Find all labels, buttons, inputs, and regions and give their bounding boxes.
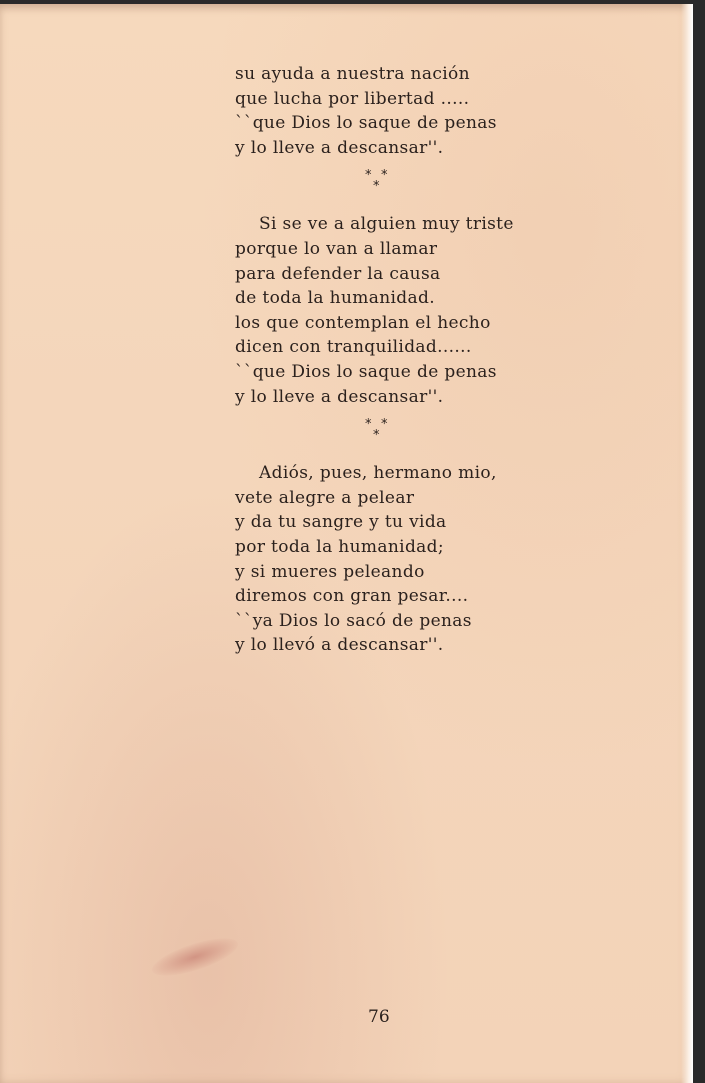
poem-line: y si mueres peleando [235, 561, 425, 582]
asterisk: * [373, 179, 380, 195]
asterisk: * [365, 168, 372, 184]
asterism-separator [365, 160, 405, 212]
asterisk: * [365, 417, 372, 433]
poem-line: ``ya Dios lo sacó de penas [235, 610, 472, 631]
poem-line: por toda la humanidad; [235, 536, 444, 557]
page-edge [681, 4, 693, 1083]
poem-line: dicen con tranquilidad...... [235, 337, 472, 358]
stanza-2 [235, 212, 535, 409]
stanza-1 [235, 62, 535, 160]
poem-line: vete alegre a pelear [235, 487, 415, 508]
poem-line: Si se ve a alguien muy triste [259, 214, 514, 235]
stanza-3 [235, 461, 535, 658]
poem-line: ``que Dios lo saque de penas [235, 113, 497, 134]
page-number: 76 [368, 1007, 390, 1027]
poem-line: su ayuda a nuestra nación [235, 64, 470, 84]
poem-line: de toda la humanidad. [235, 288, 436, 309]
poem-line: los que contemplan el hecho [235, 312, 491, 333]
poem-text [235, 62, 535, 658]
poem-line: Adiós, pues, hermano mio, [259, 463, 497, 484]
asterisk: * [381, 168, 388, 184]
asterisk: * [381, 417, 388, 433]
paper-stain [148, 931, 242, 984]
poem-line: porque lo van a llamar [235, 238, 438, 259]
poem-line: diremos con gran pesar.... [235, 586, 469, 607]
poem-line: y lo llevó a descansar''. [235, 635, 444, 656]
poem-line: para defender la causa [235, 263, 441, 284]
asterism-separator [365, 409, 405, 461]
asterisk: * [373, 428, 380, 444]
poem-line: y lo lleve a descansar''. [235, 137, 444, 158]
book-page [0, 4, 693, 1083]
poem-line: ``que Dios lo saque de penas [235, 361, 497, 382]
poem-line: y lo lleve a descansar''. [235, 386, 444, 407]
poem-line: y da tu sangre y tu vida [235, 512, 447, 533]
poem-line: que lucha por libertad ..... [235, 88, 470, 109]
